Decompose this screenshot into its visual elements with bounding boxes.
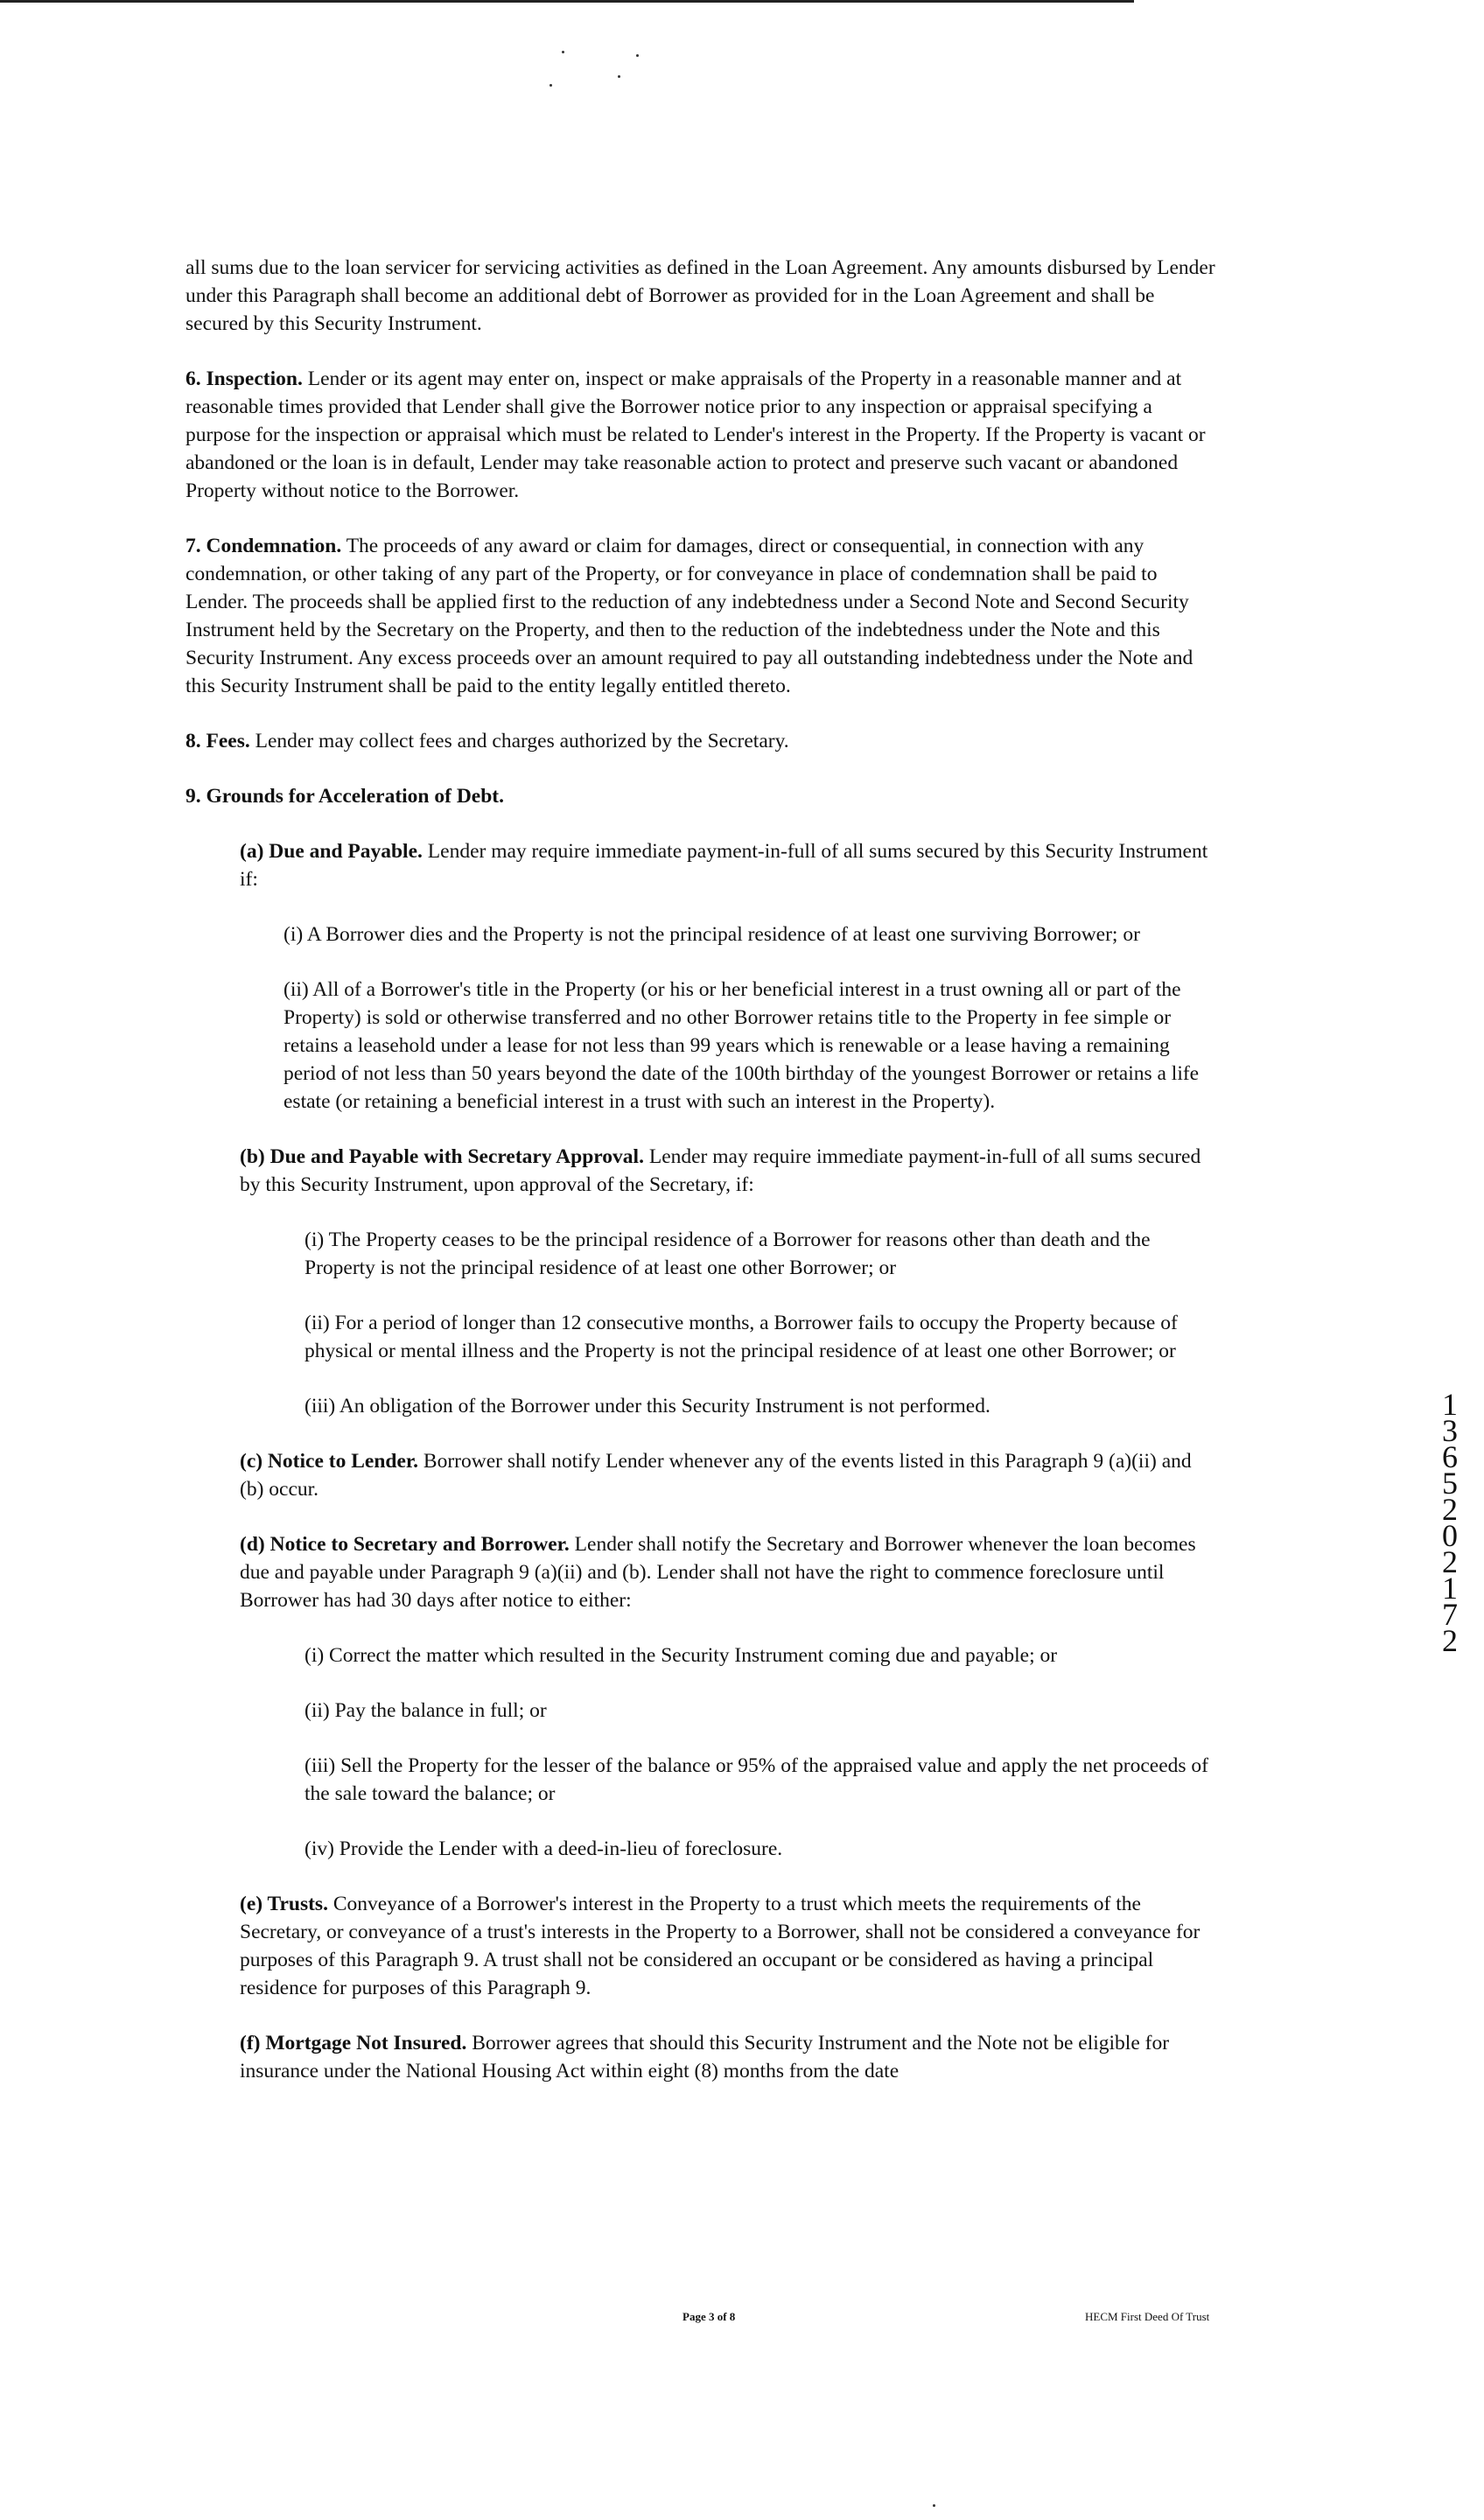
document-body xyxy=(186,254,1218,2112)
clause-text: (i) Correct the matter which resulted in the Security Instrument coming due and payable; or xyxy=(304,1644,1058,1667)
margin-digit: 5 xyxy=(1442,1466,1458,1501)
clause-text: (ii) Pay the balance in full; or xyxy=(304,1699,547,1722)
subparagraph-c xyxy=(240,1447,1218,1503)
clause-text: (ii) All of a Borrower's title in the Property (or his or her beneficial interest in a trust owning all or part of the Property) is sold or otherwise transferred and no other Borrower retains title to the Property in fee simple or retains a leasehold under a lease for not less than 99 years which is renewable or a lease having a remaining period of not less than 50 years beyond the date of the 100th birthday of the youngest Borrower or retains a life estate (or retaining a beneficial interest in a trust with such an interest in the Property). xyxy=(284,978,1200,1113)
paragraph-text: Lender may collect fees and charges authorized by the Secretary. xyxy=(249,730,789,752)
clause-text: (iv) Provide the Lender with a deed-in-lieu of foreclosure. xyxy=(304,1838,783,1860)
margin-digit: 2 xyxy=(1442,1623,1458,1658)
margin-digit: 3 xyxy=(1442,1413,1458,1448)
footer-page-number: Page 3 of 8 xyxy=(682,2310,736,2323)
subparagraph-f xyxy=(240,2029,1218,2085)
clause-text: (i) The Property ceases to be the principal residence of a Borrower for reasons other than death and the Property is not the principal residence of at least one other Borrower; or xyxy=(304,1228,1151,1279)
subparagraph-text: Lender may require immediate payment-in-full of all sums secured by this Security Instrument if: xyxy=(240,840,1208,891)
subparagraph-heading: (b) Due and Payable with Secretary Approval. xyxy=(240,1145,644,1168)
margin-digit: 2 xyxy=(1442,1492,1458,1527)
paragraph-text: all sums due to the loan servicer for servicing activities as defined in the Loan Agreement. Any amounts disbursed by Lender under this Paragraph shall become an additional debt of Borrower as provided for in the Loan Agreement and shall be secured by this Security Instrument. xyxy=(186,256,1215,335)
subparagraph-b xyxy=(240,1143,1218,1199)
paragraph-heading: 6. Inspection. xyxy=(186,368,303,390)
subparagraph-a xyxy=(240,837,1218,893)
margin-digit: 1 xyxy=(1442,1387,1458,1422)
clause-a-ii xyxy=(284,976,1218,1116)
section-heading: 9. Grounds for Acceleration of Debt. xyxy=(186,785,504,808)
clause-text: (iii) Sell the Property for the lesser of the balance or 95% of the appraised value and apply the net proceeds of the sale toward the balance; or xyxy=(304,1754,1208,1805)
clause-d-i xyxy=(304,1642,1218,1670)
scan-speck xyxy=(636,54,639,57)
subparagraph-heading: (e) Trusts. xyxy=(240,1893,328,1915)
subparagraph-heading: (f) Mortgage Not Insured. xyxy=(240,2032,467,2054)
paragraph-heading: 8. Fees. xyxy=(186,730,250,752)
margin-digit: 7 xyxy=(1442,1597,1458,1632)
subparagraph-text: Lender may require immediate payment-in-full of all sums secured by this Security Instrument, upon approval of the Secretary, if: xyxy=(240,1145,1201,1196)
subparagraph-heading: (d) Notice to Secretary and Borrower. xyxy=(240,1533,570,1556)
clause-text: (iii) An obligation of the Borrower under this Security Instrument is not performed. xyxy=(304,1395,990,1418)
subparagraph-text: Borrower agrees that should this Security Instrument and the Note not be eligible for insurance under the National Housing Act within eight (8) months from the date xyxy=(240,2032,1170,2082)
clause-b-iii xyxy=(304,1392,1218,1420)
scan-speck xyxy=(618,75,620,78)
clause-text: (ii) For a period of longer than 12 consecutive months, a Borrower fails to occupy the Property because of physical or mental illness and the Property is not the principal residence of at least one other Borrower; or xyxy=(304,1312,1178,1362)
margin-digit: 2 xyxy=(1442,1544,1458,1579)
subparagraph-d xyxy=(240,1530,1218,1614)
margin-digit: 0 xyxy=(1442,1518,1458,1553)
paragraph-text: The proceeds of any award or claim for damages, direct or consequential, in connection with any condemnation, or other taking of any part of the Property, or for conveyance in place of condemnation shall be paid to Lender. The proceeds shall be applied first to the reduction of any indebtedness under a Second Note and Second Security Instrument held by the Secretary on the Property, and then to the reduction of the indebtedness under the Note and this Security Instrument. Any excess proceeds over an amount required to pay all outstanding indebtedness under the Note and this Security Instrument shall be paid to the entity legally entitled thereto. xyxy=(186,535,1194,697)
paragraph-continuation xyxy=(186,254,1218,338)
footer-form-title: HECM First Deed Of Trust xyxy=(1085,2310,1210,2323)
clause-text: (i) A Borrower dies and the Property is not the principal residence of at least one surviving Borrower; or xyxy=(284,923,1140,946)
margin-recording-number xyxy=(1438,1387,1462,1658)
paragraph-9-heading xyxy=(186,782,1218,810)
scan-speck xyxy=(550,84,552,87)
clause-b-i xyxy=(304,1226,1218,1282)
paragraph-heading: 7. Condemnation. xyxy=(186,535,342,557)
clause-b-ii xyxy=(304,1309,1218,1365)
subparagraph-heading: (a) Due and Payable. xyxy=(240,840,423,863)
subparagraph-text: Conveyance of a Borrower's interest in the Property to a trust which meets the requirements of the Secretary, or conveyance of a trust's interests in the Property to a Borrower, shall not be considered a conveyance for purposes of this Paragraph 9. A trust shall not be considered an occupant or be considered as having a principal residence for purposes of this Paragraph 9. xyxy=(240,1893,1200,1999)
clause-d-iii xyxy=(304,1752,1218,1808)
clause-a-i xyxy=(284,920,1218,948)
subparagraph-e xyxy=(240,1890,1218,2002)
paragraph-7-condemnation xyxy=(186,532,1218,700)
scan-speck xyxy=(933,2504,935,2507)
paragraph-6-inspection xyxy=(186,365,1218,505)
subparagraph-heading: (c) Notice to Lender. xyxy=(240,1450,419,1473)
paragraph-text: Lender or its agent may enter on, inspect or make appraisals of the Property in a reasonable manner and at reasonable times provided that Lender shall give the Borrower notice prior to any inspection or appraisal specifying a purpose for the inspection or appraisal which must be related to Lender's interest in the Property. If the Property is vacant or abandoned or the loan is in default, Lender may take reasonable action to protect and preserve such vacant or abandoned Property without notice to the Borrower. xyxy=(186,368,1206,502)
margin-digit: 1 xyxy=(1442,1571,1458,1606)
margin-digit: 6 xyxy=(1442,1439,1458,1474)
subparagraph-text: Lender shall notify the Secretary and Borrower whenever the loan becomes due and payable under Paragraph 9 (a)(ii) and (b). Lender shall not have the right to commence foreclosure until Borrower has had 30 days after notice to either: xyxy=(240,1533,1196,1612)
scan-speck xyxy=(562,51,564,53)
subparagraph-text: Borrower shall notify Lender whenever any of the events listed in this Paragraph 9 (a)(ii) and (b) occur. xyxy=(240,1450,1192,1501)
clause-d-ii xyxy=(304,1697,1218,1725)
top-border-line xyxy=(0,0,1134,3)
paragraph-8-fees xyxy=(186,727,1218,755)
clause-d-iv xyxy=(304,1835,1218,1863)
